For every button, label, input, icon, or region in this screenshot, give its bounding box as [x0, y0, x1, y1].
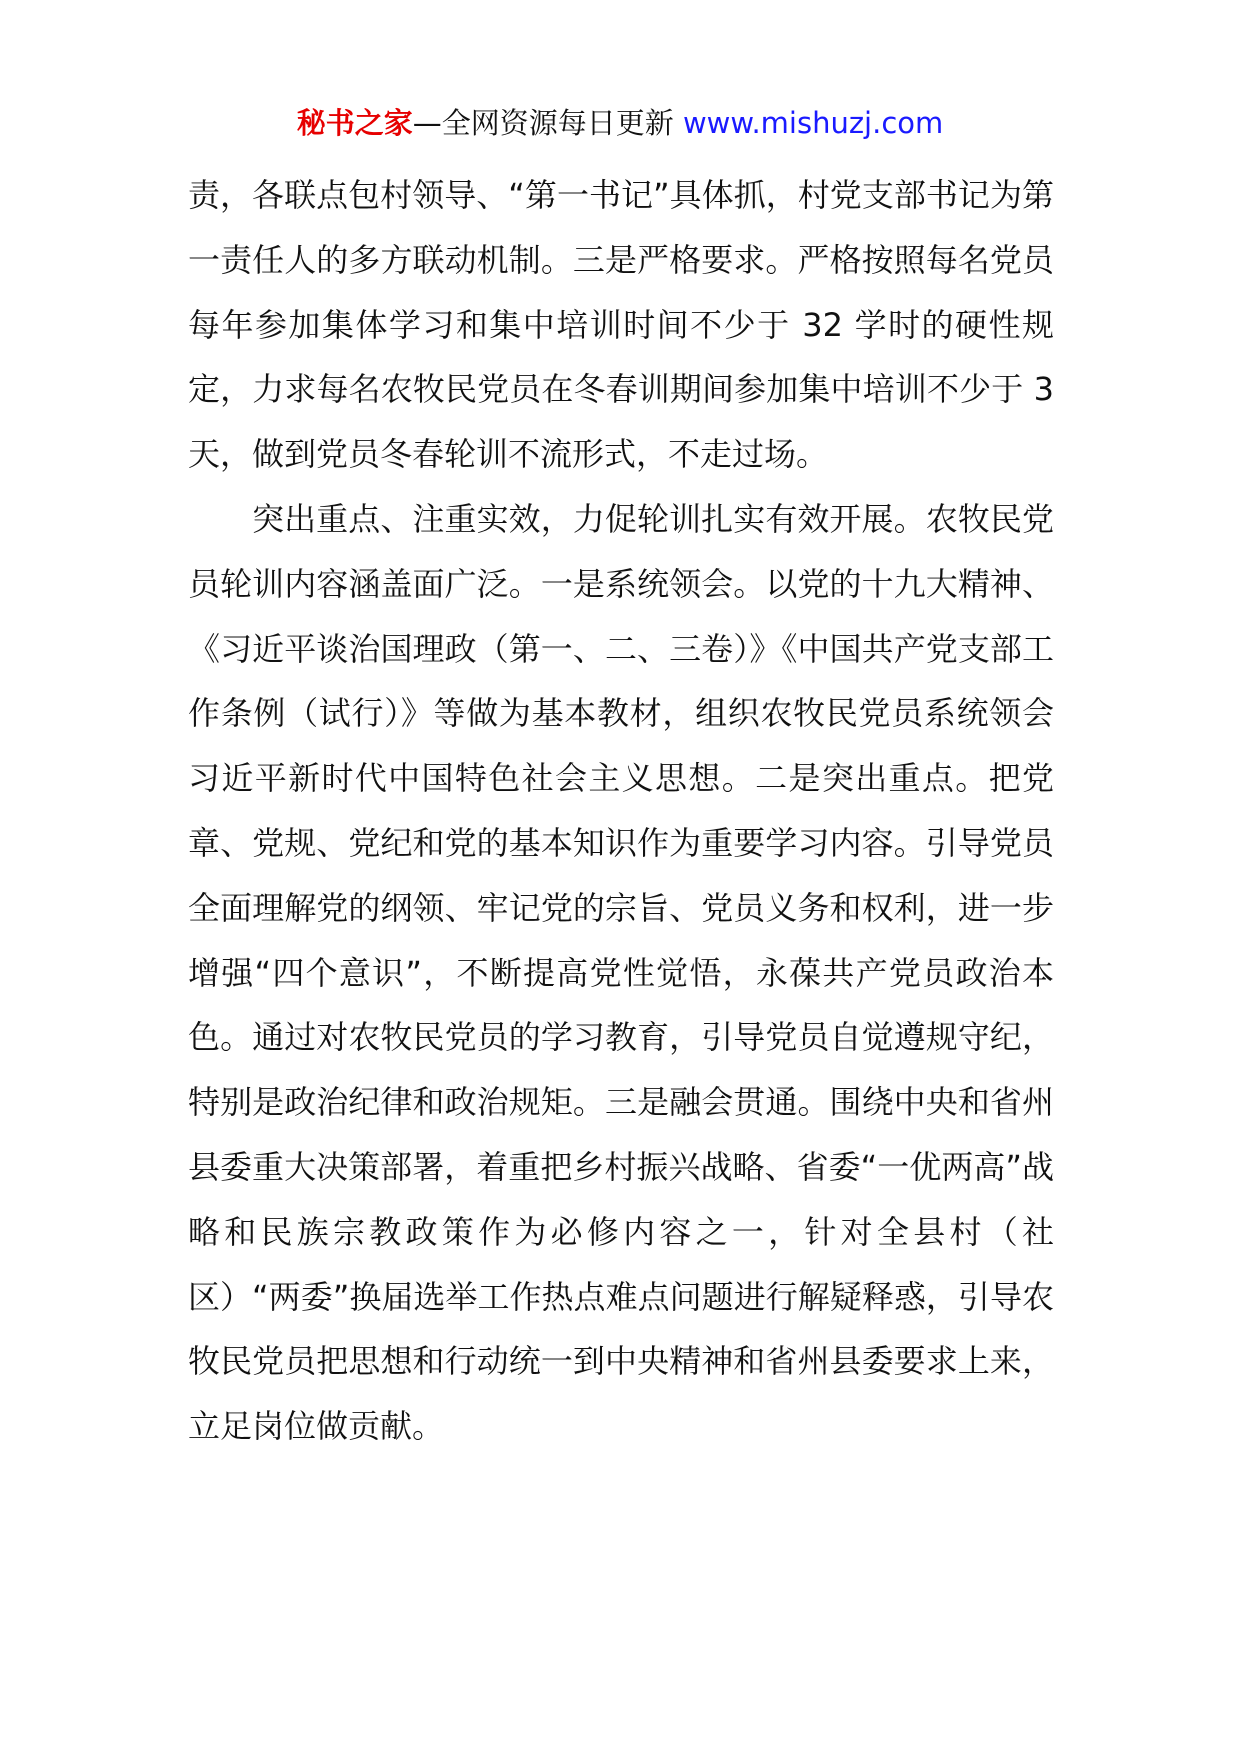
- paragraph-text: 责，各联点包村领导、“第一书记”具体抓，村党支部书记为第一责任人的多方联动机制。三是严格要求。严格按照每名党员每年参加集体学习和集中培训时间不少于 32 学时的硬性规定，力求每名农牧民党员在冬春训期间参加集中培训不少于 3 天，做到党员冬春轮训不流形式，不走过场。: [188, 176, 1054, 474]
- page-header: [0, 100, 1240, 146]
- document-body: [188, 163, 1054, 1459]
- paragraph: [188, 487, 1054, 1459]
- website-link[interactable]: www.mishuzj.com: [682, 106, 944, 140]
- paragraph-continuation: [188, 163, 1054, 487]
- paragraph-text: 农牧民党员轮训内容涵盖面广泛。一是系统领会。以党的十九大精神、《习近平谈治国理政（第一、二、三卷）》《中国共产党支部工作条例（试行）》等做为基本教材，组织农牧民党员系统领会习近平新时代中国特色社会主义思想。二是突出重点。把党章、党规、党纪和党的基本知识作为重要学习内容。引导党员全面理解党的纲领、牢记党的宗旨、党员义务和权利，进一步增强“四个意识”，不断提高党性觉悟，永葆共产党员政治本色。通过对农牧民党员的学习教育，引导党员自觉遵规守纪，特别是政治纪律和政治规矩。三是融会贯通。围绕中央和省州县委重大决策部署，着重把乡村振兴战略、省委“一优两高”战略和民族宗教政策作为必修内容之一，针对全县村（社区）“两委”换届选举工作热点难点问题进行解疑释惑，引导农牧民党员把思想和行动统一到中央精神和省州县委要求上来，立足岗位做贡献。: [188, 499, 1054, 1446]
- brand-name: 秘书之家: [296, 106, 413, 140]
- paragraph-heading: 突出重点、注重实效，力促轮训扎实有效开展。: [252, 499, 926, 538]
- header-tagline: —全网资源每日更新: [412, 106, 683, 140]
